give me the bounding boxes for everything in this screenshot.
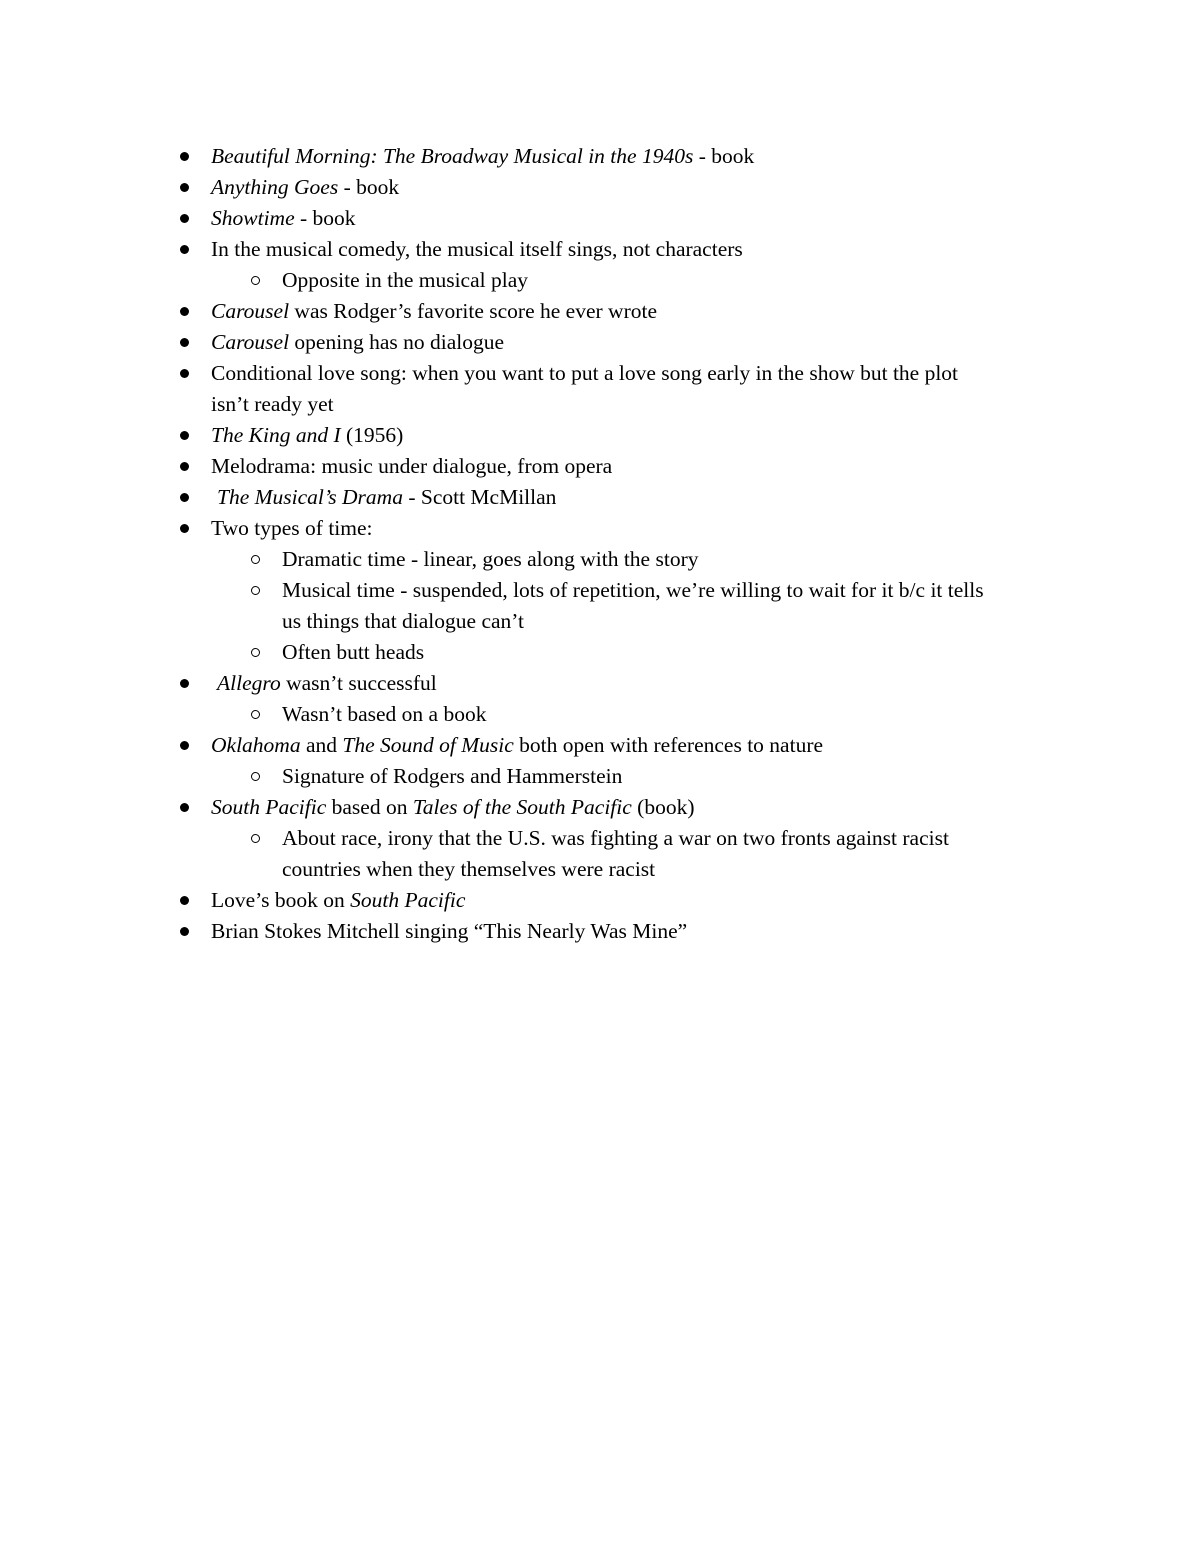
filled-bullet-icon <box>180 152 189 161</box>
filled-bullet-icon <box>180 493 189 502</box>
sub-list-item <box>0 699 1200 730</box>
item-text: countries when they themselves were racist <box>282 857 656 881</box>
item-text: In the musical comedy, the musical itself sings, not characters <box>211 237 743 261</box>
item-text: Opposite in the musical play <box>282 268 529 292</box>
item-text: Dramatic time - linear, goes along with the story <box>282 547 699 571</box>
hollow-bullet-icon <box>251 276 260 285</box>
list-item <box>0 730 1200 761</box>
list-item <box>0 916 1200 947</box>
italic-title-text: Oklahoma <box>211 733 301 757</box>
list-item <box>0 234 1200 265</box>
filled-bullet-icon <box>180 369 189 378</box>
filled-bullet-icon <box>180 307 189 316</box>
item-text: About race, irony that the U.S. was fighting a war on two fronts against racist <box>282 826 949 850</box>
filled-bullet-icon <box>180 462 189 471</box>
filled-bullet-icon <box>180 896 189 905</box>
italic-title-text: Anything Goes <box>211 175 339 199</box>
sub-list-item <box>0 575 1200 606</box>
item-text: Brian Stokes Mitchell singing “This Nearly Was Mine” <box>211 919 688 943</box>
italic-title-text: Allegro <box>217 671 281 695</box>
italic-title-text: Showtime <box>211 206 295 230</box>
item-text: both open with references to nature <box>513 733 824 757</box>
italic-title-text: The Musical’s Drama <box>217 485 403 509</box>
list-item <box>0 296 1200 327</box>
item-text: us things that dialogue can’t <box>282 609 525 633</box>
sub-list-item <box>0 265 1200 296</box>
filled-bullet-icon <box>180 679 189 688</box>
item-text: isn’t ready yet <box>211 392 334 416</box>
italic-title-text: Carousel <box>211 299 290 323</box>
italic-title-text: Beautiful Morning: The Broadway Musical in the 1940s <box>211 144 694 168</box>
italic-title-text: South Pacific <box>211 795 327 819</box>
sub-list-item <box>0 761 1200 792</box>
sub-list-item <box>0 544 1200 575</box>
filled-bullet-icon <box>180 431 189 440</box>
item-text: - book <box>338 175 400 199</box>
list-item <box>0 792 1200 823</box>
item-text: was Rodger’s favorite score he ever wrote <box>289 299 657 323</box>
italic-title-text: The King and I <box>211 423 341 447</box>
item-text: Melodrama: music under dialogue, from opera <box>211 454 613 478</box>
filled-bullet-icon <box>180 338 189 347</box>
list-item-continuation <box>0 606 1200 637</box>
list-item <box>0 482 1200 513</box>
filled-bullet-icon <box>180 524 189 533</box>
list-item <box>0 885 1200 916</box>
list-item <box>0 203 1200 234</box>
hollow-bullet-icon <box>251 586 260 595</box>
item-text: Two types of time: <box>211 516 373 540</box>
filled-bullet-icon <box>180 183 189 192</box>
italic-title-text: Tales of the South Pacific <box>412 795 632 819</box>
item-text: (book) <box>631 795 695 819</box>
italic-title-text: Carousel <box>211 330 290 354</box>
list-item <box>0 513 1200 544</box>
item-text: Conditional love song: when you want to put a love song early in the show but the plot <box>211 361 959 385</box>
item-text: Wasn’t based on a book <box>282 702 487 726</box>
sub-list-item <box>0 823 1200 854</box>
item-text: Signature of Rodgers and Hammerstein <box>282 764 623 788</box>
item-text: wasn’t successful <box>280 671 437 695</box>
item-text: - book <box>693 144 755 168</box>
hollow-bullet-icon <box>251 710 260 719</box>
filled-bullet-icon <box>180 927 189 936</box>
list-item-continuation <box>0 854 1200 885</box>
list-item <box>0 172 1200 203</box>
item-text: based on <box>326 795 413 819</box>
hollow-bullet-icon <box>251 772 260 781</box>
hollow-bullet-icon <box>251 648 260 657</box>
italic-title-text: South Pacific <box>350 888 466 912</box>
filled-bullet-icon <box>180 741 189 750</box>
list-item-continuation <box>0 389 1200 420</box>
item-text: - book <box>294 206 356 230</box>
filled-bullet-icon <box>180 214 189 223</box>
filled-bullet-icon <box>180 803 189 812</box>
item-text: opening has no dialogue <box>289 330 505 354</box>
item-text: Musical time - suspended, lots of repetition, we’re willing to wait for it b/c it tells <box>282 578 984 602</box>
hollow-bullet-icon <box>251 834 260 843</box>
list-item <box>0 141 1200 172</box>
item-text: Love’s book on <box>211 888 351 912</box>
list-item <box>0 420 1200 451</box>
list-item <box>0 451 1200 482</box>
hollow-bullet-icon <box>251 555 260 564</box>
sub-list-item <box>0 637 1200 668</box>
list-item <box>0 327 1200 358</box>
filled-bullet-icon <box>180 245 189 254</box>
item-text: and <box>300 733 343 757</box>
notes-list <box>0 141 1200 947</box>
item-text: (1956) <box>340 423 404 447</box>
list-item <box>0 358 1200 389</box>
item-text: - Scott McMillan <box>402 485 557 509</box>
item-text: Often butt heads <box>282 640 425 664</box>
list-item <box>0 668 1200 699</box>
italic-title-text: The Sound of Music <box>342 733 514 757</box>
